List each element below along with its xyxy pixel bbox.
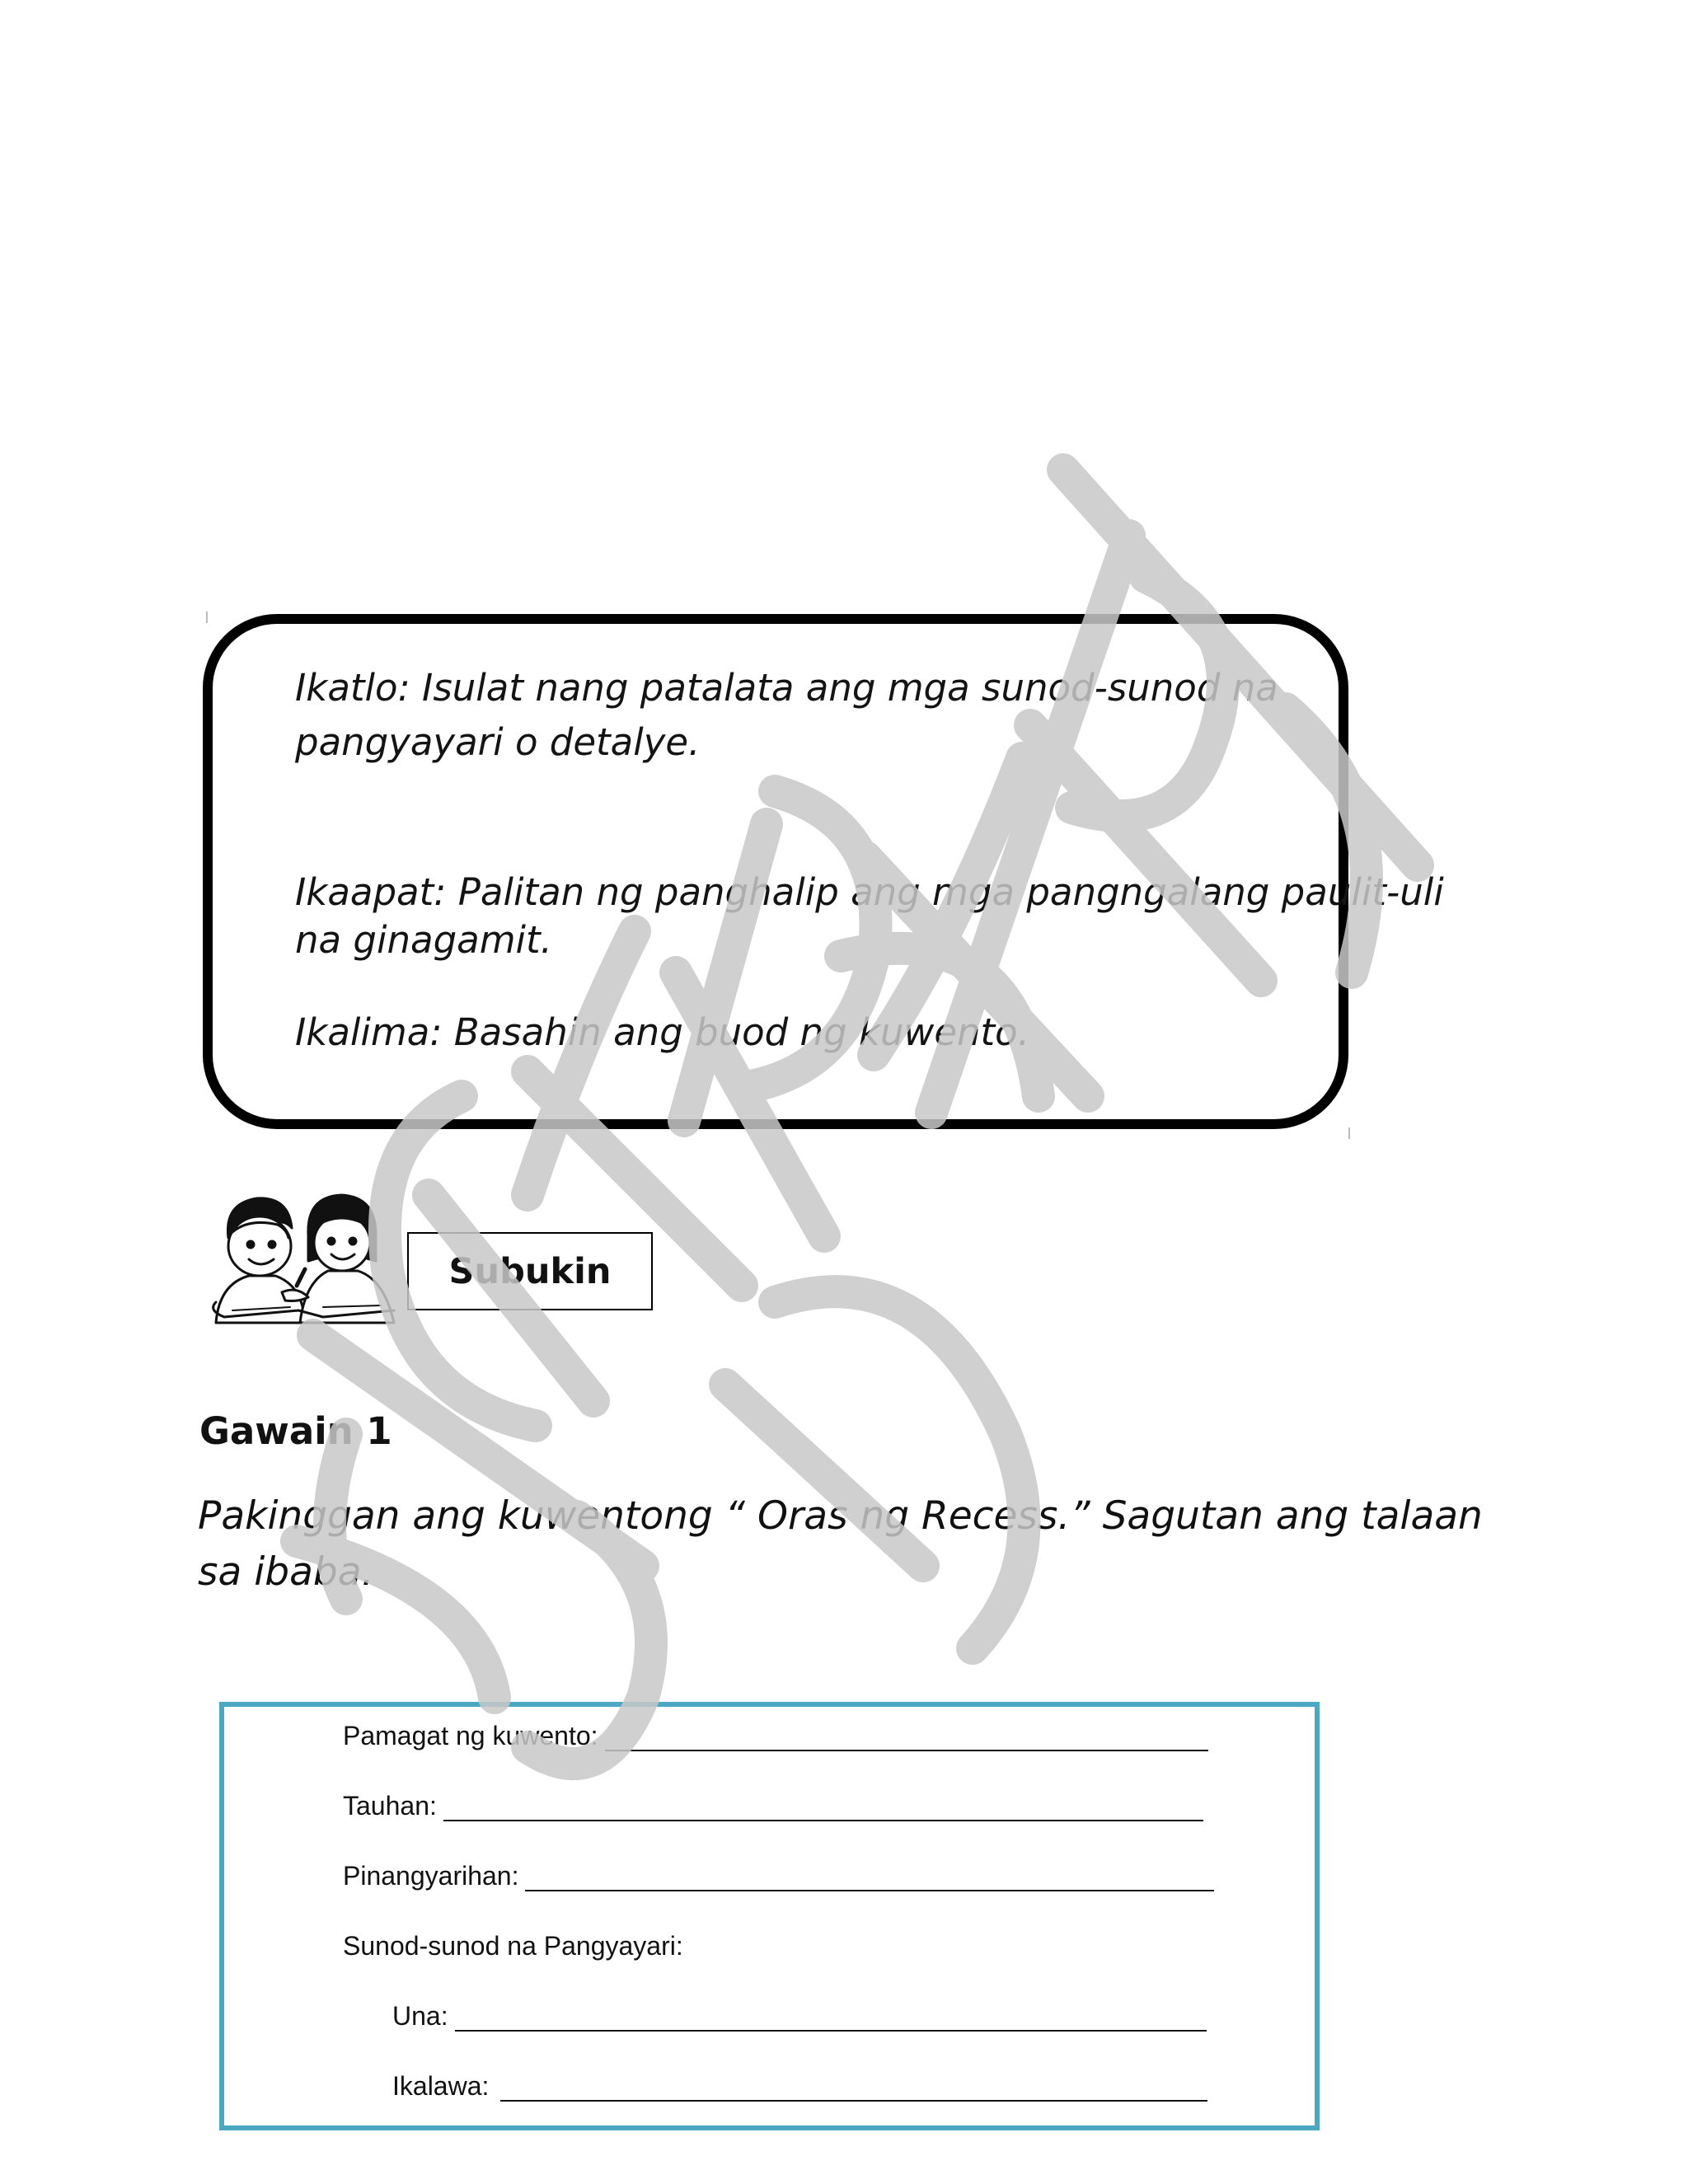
ikalawa-blank[interactable] (500, 2075, 1207, 2102)
direction-line1: Pakinggan ang kuwentong “ Oras ng Recess.” Sagutan ang talaan (198, 1493, 1483, 1539)
form-row-sunod-sunod (343, 1931, 683, 1961)
activity-direction (198, 1488, 1483, 1601)
ikalawa-label: Ikalawa: (392, 2071, 490, 2101)
corner-mark (1348, 1127, 1350, 1139)
tauhan-label: Tauhan: (343, 1791, 437, 1821)
children-writing-illustration (199, 1187, 406, 1327)
pamagat-blank[interactable] (605, 1725, 1208, 1751)
corner-mark (206, 612, 208, 623)
tauhan-blank[interactable] (443, 1795, 1203, 1821)
instruction-ikalima: Ikalima: Basahin ang buod ng kuwento. (295, 1010, 1030, 1054)
form-row-una (392, 2001, 1207, 2032)
una-blank[interactable] (455, 2005, 1207, 2032)
pinangyarihan-blank[interactable] (525, 1865, 1214, 1891)
pamagat-label: Pamagat ng kuwento: (343, 1721, 598, 1750)
instruction-ikaapat-line2: na ginagamit. (295, 918, 552, 962)
form-row-ikalawa (392, 2071, 1207, 2102)
sunod-sunod-label: Sunod-sunod na Pangyayari: (343, 1931, 683, 1961)
instruction-ikatlo-line1: Ikatlo: Isulat nang patalata ang mga sunod-sunod na (295, 666, 1278, 710)
form-row-tauhan (343, 1791, 1203, 1821)
una-label: Una: (392, 2001, 448, 2031)
pinangyarihan-label: Pinangyarihan: (343, 1861, 519, 1891)
instruction-ikatlo-line2: pangyayari o detalye. (295, 720, 701, 764)
form-row-pamagat (343, 1721, 1208, 1751)
activity-title: Gawain 1 (199, 1409, 392, 1453)
answer-form-box (219, 1702, 1320, 2130)
instruction-ikaapat-line1: Ikaapat: Palitan ng panghalip ang mga pangngalang paulit-uli (295, 870, 1444, 914)
section-title-subukin: Subukin (407, 1232, 653, 1310)
direction-line2: sa ibaba. (198, 1549, 374, 1595)
form-row-pinangyarihan (343, 1861, 1214, 1891)
